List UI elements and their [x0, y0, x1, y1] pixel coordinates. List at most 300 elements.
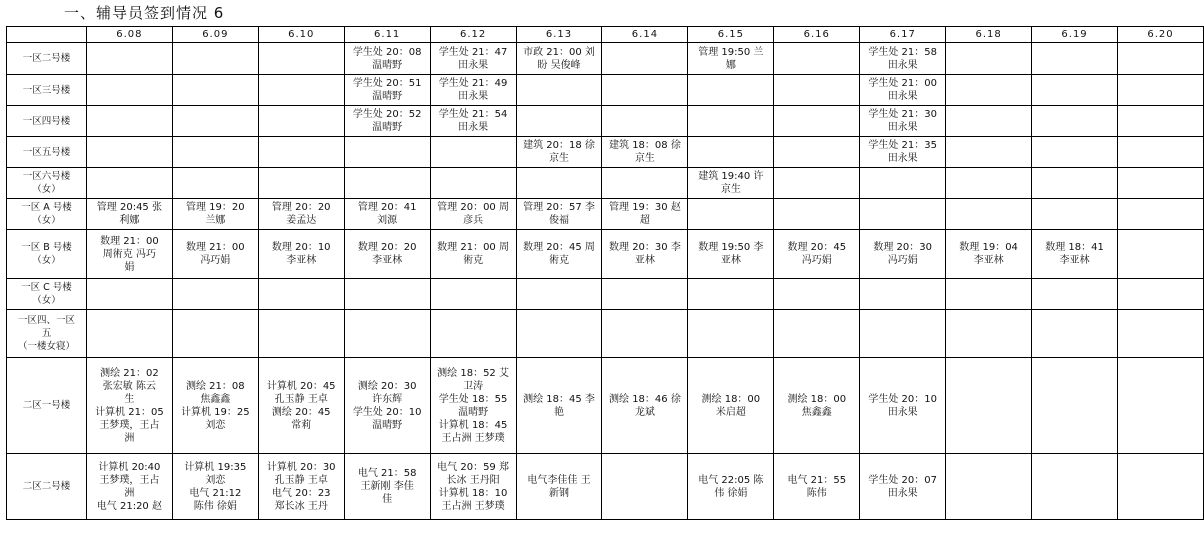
sign-in-entry-line: 数理 20：45 周	[523, 242, 595, 253]
table-row	[7, 168, 1204, 199]
sign-in-cell	[516, 279, 602, 310]
sign-in-entry-line: 计算机 18：10	[438, 487, 508, 499]
sign-in-cell	[688, 279, 774, 310]
sign-in-entry-line: 学生处 21：54	[438, 109, 508, 120]
sign-in-entry-line: 电气李佳佳 王	[527, 474, 591, 486]
sign-in-entry-line: 学生处 21：30	[868, 109, 938, 120]
sign-in-entry-line: 李亚林	[973, 255, 1004, 266]
sign-in-entry-line: 田永果	[458, 122, 489, 133]
sign-in-cell	[688, 106, 774, 137]
table-row	[7, 199, 1204, 230]
sign-in-entry-line: 術克	[463, 255, 484, 266]
table-row	[7, 106, 1204, 137]
table-row	[7, 454, 1204, 520]
sign-in-cell	[860, 230, 946, 279]
sign-in-cell	[860, 358, 946, 454]
sign-in-entry-line: 数理 19:50 李	[698, 242, 764, 253]
sign-in-cell	[172, 230, 258, 279]
building-label-line: 一区六号楼	[22, 171, 71, 182]
sign-in-cell	[258, 310, 344, 358]
sign-in-entry-line: 学生处 21：00	[868, 78, 938, 89]
sign-in-entry-line: 冯巧娟	[801, 255, 832, 266]
sign-in-cell	[860, 75, 946, 106]
sign-in-cell	[602, 358, 688, 454]
sign-in-entry-line: 王占洲 王梦璞	[441, 432, 505, 444]
sign-in-cell	[688, 75, 774, 106]
sign-in-entry-line: 田永果	[887, 487, 918, 499]
building-label-line: 一区 C 号楼	[21, 282, 72, 293]
sign-in-entry-line: 学生处 20：10	[868, 393, 938, 405]
sign-in-cell	[774, 279, 860, 310]
sign-in-entry-line: 李亚林	[1059, 255, 1090, 266]
sign-in-cell	[86, 454, 172, 520]
sign-in-cell	[688, 358, 774, 454]
sign-in-entry-line: 王梦璞，王占	[99, 474, 160, 486]
sign-in-entry-line: 洲	[124, 487, 135, 499]
sign-in-entry-line: 周術克 冯巧	[102, 248, 156, 260]
date-header: 6.20	[1118, 27, 1204, 43]
sign-in-cell	[258, 358, 344, 454]
sign-in-cell	[344, 199, 430, 230]
sign-in-entry-line: 新钢	[549, 487, 569, 499]
sign-in-cell	[1032, 199, 1118, 230]
sign-in-cell	[86, 199, 172, 230]
sign-in-entry-line: 测绘 18：52 艾	[437, 367, 509, 379]
building-label	[7, 106, 87, 137]
sign-in-cell	[344, 43, 430, 75]
sign-in-cell	[774, 310, 860, 358]
sign-in-cell	[86, 230, 172, 279]
sign-in-entry-line: 京生	[634, 153, 655, 164]
sign-in-entry-line: 龙斌	[634, 406, 655, 418]
sign-in-cell	[946, 75, 1032, 106]
sign-in-cell	[430, 168, 516, 199]
sign-in-entry-line: 王新刚 李佳	[360, 481, 414, 492]
sign-in-table	[6, 26, 1204, 520]
sign-in-entry-line: 陈伟 徐娟	[193, 500, 237, 512]
sign-in-cell	[688, 137, 774, 168]
table-row	[7, 75, 1204, 106]
sign-in-cell	[516, 230, 602, 279]
building-label	[7, 310, 87, 358]
sign-in-cell	[946, 279, 1032, 310]
date-header: 6.17	[860, 27, 946, 43]
sign-in-cell	[688, 230, 774, 279]
sign-in-entry-line: 计算机 20：45	[266, 380, 336, 392]
sign-in-cell	[860, 43, 946, 75]
sign-in-entry-line: 计算机 19:35	[184, 461, 247, 473]
sign-in-entry-line: 洲	[124, 432, 135, 444]
sign-in-entry-line: 李亚林	[286, 255, 317, 266]
sign-in-entry-line: 盼 吴俊峰	[537, 59, 581, 71]
building-label-line: （一楼女寝）	[17, 341, 75, 352]
sign-in-entry-line: 陈伟	[806, 487, 827, 499]
building-label-line: （女）	[32, 184, 61, 195]
sign-in-entry-line: 数理 20：30	[873, 242, 933, 253]
sign-in-entry-line: 电气 21：58	[357, 468, 417, 479]
sign-in-entry-line: 亚林	[720, 255, 741, 266]
date-header: 6.08	[86, 27, 172, 43]
sign-in-entry-line: 刘恋	[205, 474, 226, 486]
sign-in-cell	[258, 137, 344, 168]
sign-in-entry-line: 学生处 21：49	[438, 78, 508, 89]
sign-in-entry-line: 郑长冰 王丹	[274, 500, 328, 512]
sign-in-cell	[516, 43, 602, 75]
sign-in-entry-line: 测绘 21：08	[186, 380, 245, 392]
sign-in-entry-line: 兰娜	[205, 215, 226, 226]
sign-in-entry-line: 建筑 20：18 徐	[523, 140, 595, 151]
sign-in-cell	[774, 75, 860, 106]
sign-in-cell	[1032, 75, 1118, 106]
sign-in-cell	[774, 106, 860, 137]
sign-in-entry-line: 电气 21：55	[787, 474, 847, 486]
sign-in-cell	[602, 106, 688, 137]
building-label-line: （女）	[32, 215, 61, 226]
sign-in-cell	[602, 43, 688, 75]
sign-in-cell	[1032, 454, 1118, 520]
sign-in-cell	[344, 230, 430, 279]
sign-in-entry-line: 学生处 20：10	[352, 406, 422, 418]
building-label-line: 一区五号楼	[22, 146, 71, 158]
sign-in-entry-line: 温晴野	[372, 122, 403, 133]
sign-in-cell	[1118, 310, 1204, 358]
sign-in-entry-line: 数理 21：00 周	[437, 242, 509, 253]
date-header: 6.09	[172, 27, 258, 43]
sign-in-cell	[516, 168, 602, 199]
sign-in-entry-line: 数理 18：41	[1045, 242, 1104, 253]
sign-in-cell	[1032, 106, 1118, 137]
building-label	[7, 43, 87, 75]
sign-in-cell	[172, 43, 258, 75]
sign-in-entry-line: 利娜	[119, 215, 140, 226]
sign-in-cell	[172, 137, 258, 168]
building-label	[7, 168, 87, 199]
sign-in-cell	[774, 199, 860, 230]
sign-in-cell	[86, 310, 172, 358]
sign-in-cell	[430, 454, 516, 520]
sign-in-cell	[172, 199, 258, 230]
sign-in-cell	[774, 43, 860, 75]
building-label-line: （女）	[32, 255, 61, 266]
table-row	[7, 43, 1204, 75]
sign-in-cell	[172, 279, 258, 310]
sign-in-entry-line: 电气 20：59 郑	[437, 461, 509, 473]
sign-in-entry-line: 李亚林	[372, 255, 403, 266]
sign-in-entry-line: 计算机 20:40	[98, 461, 161, 473]
sign-in-entry-line: 娜	[725, 59, 736, 71]
sign-in-entry-line: 计算机 20：30	[266, 461, 336, 473]
sign-in-entry-line: 市政 21：00 刘	[523, 46, 595, 58]
sign-in-entry-line: 管理 19：20	[186, 202, 245, 213]
sign-in-cell	[688, 43, 774, 75]
sign-in-entry-line: 学生处 18：55	[438, 393, 508, 405]
sign-in-cell	[430, 75, 516, 106]
sign-in-entry-line: 建筑 19:40 许	[698, 171, 764, 182]
sign-in-entry-line: 测绘 18：46 徐	[609, 393, 681, 405]
sign-in-cell	[430, 106, 516, 137]
sign-in-cell	[946, 43, 1032, 75]
sign-in-cell	[430, 310, 516, 358]
building-label-line: 五	[41, 328, 52, 339]
date-header: 6.13	[516, 27, 602, 43]
sign-in-entry-line: 生	[124, 393, 135, 405]
sign-in-entry-line: 京生	[549, 153, 569, 164]
sign-in-cell	[344, 75, 430, 106]
sign-in-cell	[602, 279, 688, 310]
sign-in-cell	[946, 310, 1032, 358]
date-header: 6.10	[258, 27, 344, 43]
sign-in-entry-line: 娟	[124, 261, 135, 273]
sign-in-cell	[430, 199, 516, 230]
sign-in-cell	[946, 199, 1032, 230]
sign-in-entry-line: 管理 20：41	[357, 202, 417, 213]
sign-in-entry-line: 術克	[549, 255, 569, 266]
sign-in-cell	[602, 75, 688, 106]
date-header: 6.18	[946, 27, 1032, 43]
sign-in-cell	[774, 137, 860, 168]
sign-in-entry-line: 王占洲 王梦璞	[441, 500, 505, 512]
sign-in-cell	[688, 310, 774, 358]
sign-in-cell	[1118, 75, 1204, 106]
sign-in-cell	[258, 75, 344, 106]
sign-in-cell	[1032, 168, 1118, 199]
sign-in-cell	[946, 137, 1032, 168]
sign-in-cell	[946, 358, 1032, 454]
sign-in-cell	[344, 137, 430, 168]
sign-in-cell	[946, 230, 1032, 279]
sign-in-entry-line: 京生	[720, 184, 741, 195]
sign-in-cell	[1118, 106, 1204, 137]
date-header: 6.11	[344, 27, 430, 43]
sign-in-entry-line: 艳	[554, 406, 564, 418]
date-header: 6.14	[602, 27, 688, 43]
sign-in-entry-line: 电气 22:05 陈	[698, 474, 764, 486]
sign-in-entry-line: 数理 21：00	[186, 242, 245, 253]
sign-in-entry-line: 数理 20：30 李	[609, 242, 681, 253]
sign-in-cell	[344, 358, 430, 454]
sign-in-cell	[172, 358, 258, 454]
sign-in-entry-line: 温晴野	[458, 406, 489, 418]
sign-in-cell	[1118, 279, 1204, 310]
sign-in-cell	[1032, 279, 1118, 310]
sign-in-cell	[516, 454, 602, 520]
date-header: 6.15	[688, 27, 774, 43]
sign-in-entry-line: 田永果	[887, 59, 918, 71]
sign-in-cell	[172, 454, 258, 520]
sign-in-entry-line: 田永果	[887, 153, 918, 164]
sign-in-entry-line: 管理 20:45 张	[96, 202, 162, 213]
sign-in-cell	[258, 279, 344, 310]
sign-in-entry-line: 俊福	[549, 215, 569, 226]
sign-in-cell	[430, 279, 516, 310]
building-label-line: （女）	[32, 295, 61, 306]
sign-in-cell	[602, 137, 688, 168]
sign-in-entry-line: 管理 19:50 兰	[698, 46, 764, 58]
sign-in-entry-line: 温晴野	[372, 419, 403, 431]
sign-in-cell	[1118, 230, 1204, 279]
sign-in-cell	[430, 137, 516, 168]
sign-in-entry-line: 常莉	[291, 419, 312, 431]
building-label	[7, 358, 87, 454]
sign-in-entry-line: 计算机 21：05	[95, 406, 164, 418]
sign-in-cell	[344, 310, 430, 358]
sign-in-cell	[344, 106, 430, 137]
sign-in-entry-line: 卫涛	[463, 380, 484, 392]
table-row	[7, 279, 1204, 310]
building-label	[7, 230, 87, 279]
sign-in-entry-line: 张宏敏 陈云	[102, 380, 156, 392]
sign-in-entry-line: 学生处 21：35	[868, 140, 938, 151]
sign-in-cell	[430, 230, 516, 279]
sign-in-cell	[1118, 43, 1204, 75]
sign-in-cell	[86, 137, 172, 168]
sign-in-cell	[602, 310, 688, 358]
sign-in-cell	[344, 279, 430, 310]
sign-in-cell	[602, 230, 688, 279]
sign-in-cell	[516, 199, 602, 230]
sign-in-cell	[1032, 230, 1118, 279]
building-label-line: 二区一号楼	[22, 400, 71, 411]
sign-in-cell	[860, 168, 946, 199]
sign-in-cell	[172, 75, 258, 106]
building-label-line: 一区 A 号楼	[21, 202, 72, 213]
sign-in-cell	[1032, 358, 1118, 454]
sign-in-entry-line: 数理 19：04	[959, 242, 1018, 253]
sign-in-entry-line: 学生处 21：58	[868, 46, 938, 58]
sign-in-entry-line: 田永果	[887, 91, 918, 102]
sign-in-entry-line: 电气 20：23	[271, 487, 331, 499]
building-label-line: 一区四号楼	[22, 115, 71, 127]
building-label	[7, 137, 87, 168]
table-row	[7, 358, 1204, 454]
date-header: 6.12	[430, 27, 516, 43]
sign-in-cell	[258, 106, 344, 137]
sign-in-entry-line: 数理 20：10	[271, 242, 331, 253]
sign-in-cell	[86, 75, 172, 106]
building-label	[7, 279, 87, 310]
sign-in-cell	[258, 168, 344, 199]
sign-in-entry-line: 测绘 21：02	[100, 367, 159, 379]
sign-in-entry-line: 管理 19：30 赵	[609, 202, 681, 213]
sign-in-entry-line: 计算机 19：25	[181, 406, 250, 418]
sign-in-cell	[516, 106, 602, 137]
sign-in-cell	[774, 358, 860, 454]
sign-in-cell	[774, 168, 860, 199]
sign-in-cell	[860, 106, 946, 137]
sign-in-entry-line: 超	[639, 215, 650, 226]
sign-in-cell	[774, 230, 860, 279]
building-label-line: 一区四、一区	[17, 315, 75, 326]
sign-in-cell	[860, 279, 946, 310]
sign-in-cell	[516, 137, 602, 168]
sign-in-entry-line: 温晴野	[372, 59, 403, 71]
table-row	[7, 230, 1204, 279]
sign-in-cell	[86, 358, 172, 454]
sign-in-cell	[172, 106, 258, 137]
sign-in-entry-line: 冯巧娟	[200, 255, 231, 266]
sign-in-entry-line: 数理 20：20	[357, 242, 417, 253]
page-title: 一、辅导员签到情况 6	[64, 4, 225, 22]
building-label-line: 一区三号楼	[22, 84, 71, 96]
sign-in-entry-line: 佳	[382, 494, 393, 505]
sign-in-cell	[1032, 137, 1118, 168]
sign-in-entry-line: 学生处 20：51	[352, 78, 422, 89]
sign-in-cell	[516, 75, 602, 106]
sign-in-cell	[516, 358, 602, 454]
sign-in-entry-line: 学生处 21：47	[438, 46, 508, 58]
sign-in-entry-line: 数理 20：45	[787, 242, 847, 253]
sign-in-cell	[86, 279, 172, 310]
building-label-line: 一区二号楼	[22, 53, 71, 64]
sign-in-entry-line: 刘恋	[205, 419, 226, 431]
sign-in-entry-line: 焦鑫鑫	[801, 406, 832, 418]
sign-in-cell	[430, 43, 516, 75]
sign-in-cell	[860, 310, 946, 358]
sign-in-entry-line: 管理 20：57 李	[523, 202, 595, 213]
building-label	[7, 75, 87, 106]
sign-in-cell	[602, 199, 688, 230]
sign-in-cell	[86, 106, 172, 137]
sign-in-cell	[774, 454, 860, 520]
sign-in-entry-line: 田永果	[458, 91, 489, 102]
sign-in-entry-line: 测绘 18：45 李	[523, 393, 595, 405]
sign-in-entry-line: 数理 21：00	[100, 235, 159, 247]
sign-in-cell	[258, 230, 344, 279]
sign-in-entry-line: 计算机 18：45	[438, 419, 508, 431]
sign-in-entry-line: 米启超	[715, 406, 746, 418]
sign-in-entry-line: 长冰 王丹阳	[446, 474, 500, 486]
sign-in-entry-line: 学生处 20：08	[352, 46, 422, 58]
sign-in-entry-line: 管理 20：00 周	[437, 202, 509, 213]
sign-in-cell	[172, 310, 258, 358]
sign-in-entry-line: 温晴野	[372, 91, 403, 102]
sign-in-cell	[258, 454, 344, 520]
sign-in-cell	[860, 199, 946, 230]
sign-in-cell	[602, 168, 688, 199]
sign-in-cell	[258, 199, 344, 230]
sign-in-entry-line: 孔玉静 王卓	[274, 474, 328, 486]
sign-in-entry-line: 冯巧娟	[887, 255, 918, 266]
sign-in-entry-line: 姜孟达	[286, 215, 317, 226]
sign-in-cell	[688, 168, 774, 199]
sign-in-entry-line: 彦兵	[463, 215, 484, 226]
sign-in-cell	[1032, 310, 1118, 358]
sign-in-entry-line: 田永果	[458, 59, 489, 71]
sign-in-cell	[344, 454, 430, 520]
table-row	[7, 310, 1204, 358]
sign-in-cell	[946, 168, 1032, 199]
header-row	[7, 27, 1204, 43]
sign-in-cell	[860, 454, 946, 520]
sign-in-cell	[860, 137, 946, 168]
sign-in-cell	[946, 454, 1032, 520]
sign-in-cell	[946, 106, 1032, 137]
sign-in-entry-line: 管理 20：20	[271, 202, 331, 213]
sign-in-entry-line: 学生处 20：07	[868, 474, 938, 486]
sign-in-entry-line: 王梦璞，王占	[99, 419, 160, 431]
sign-in-cell	[1118, 454, 1204, 520]
sign-in-entry-line: 建筑 18：08 徐	[609, 140, 681, 151]
sign-in-entry-line: 许东辉	[372, 393, 403, 405]
sign-in-cell	[688, 199, 774, 230]
sign-in-cell	[1118, 358, 1204, 454]
sign-in-cell	[1118, 199, 1204, 230]
sign-in-entry-line: 测绘 18：00	[787, 393, 847, 405]
sign-in-entry-line: 电气 21:12	[189, 487, 242, 499]
sign-in-entry-line: 田永果	[887, 122, 918, 133]
sign-in-entry-line: 亚林	[634, 255, 655, 266]
sign-in-cell	[1118, 137, 1204, 168]
